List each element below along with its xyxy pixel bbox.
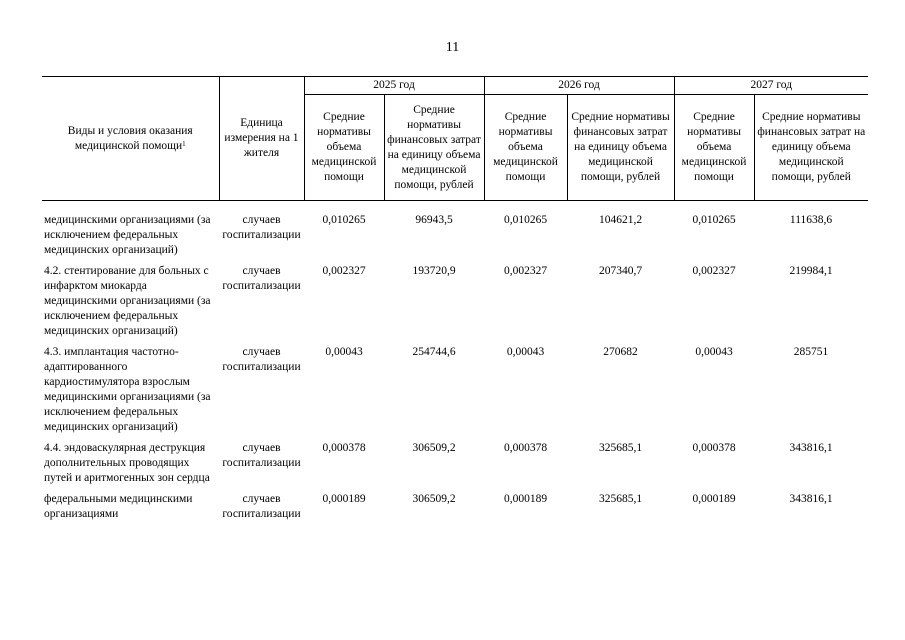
header-cost-2025: Средние нормативы финансовых затрат на единицу объема медицинской помощи, рублей [384,95,484,201]
row-unit: случаев госпитализации [222,214,301,241]
row-cost-2025: 254744,6 [412,346,456,358]
header-unit: Единица измерения на 1 жителя [219,77,304,201]
table-body [42,201,868,529]
row-volume-2026: 0,002327 [503,265,548,277]
table-header [42,77,868,201]
row-cost-2025: 96943,5 [415,214,453,226]
header-year-2027: 2027 год [674,77,868,95]
header-cost-2027: Средние нормативы финансовых затрат на единицу объема медицинской помощи, рублей [754,95,868,201]
row-volume-2027: 0,000189 [692,493,736,505]
header-volume-2025: Средние нормативы объема медицинской помощи [304,95,384,201]
table-row [42,441,868,492]
table-row [42,492,868,528]
row-cost-2025: 306509,2 [412,442,456,454]
row-volume-2027: 0,002327 [692,265,736,277]
row-name: медицинскими организациями (за исключением федеральных медицинских организаций) [44,214,211,256]
row-volume-2026: 0,00043 [506,346,545,358]
row-cost-2025: 306509,2 [412,493,456,505]
table-row [42,213,868,264]
row-cost-2026: 325685,1 [598,493,643,505]
header-volume-2027: Средние нормативы объема медицинской помощи [674,95,754,201]
row-cost-2026: 270682 [603,346,638,358]
row-cost-2025: 193720,9 [412,265,456,277]
row-name: 4.3. имплантация частотно-адаптированного кардиостимулятора взрослым медицинскими организациями (за исключением федеральных медицинских организаций) [44,346,211,433]
row-volume-2025: 0,00043 [325,346,363,358]
row-name: 4.4. эндоваскулярная деструкция дополнительных проводящих путей и аритмогенных зон сердца [44,442,210,484]
header-type-of-care: Виды и условия оказания медицинской помощи$^1$ [42,77,219,201]
row-volume-2027: 0,010265 [692,214,736,226]
row-volume-2027: 0,000378 [692,442,736,454]
row-cost-2026: 325685,1 [598,442,643,454]
header-cost-2026: Средние нормативы финансовых затрат на единицу объема медицинской помощи, рублей [567,95,674,201]
header-year-2026: 2026 год [484,77,674,95]
table-row [42,264,868,345]
page-number: 11 [445,40,460,55]
row-volume-2026: 0,010265 [503,214,548,226]
row-cost-2027: 219984,1 [789,265,833,277]
row-volume-2025: 0,000189 [322,493,366,505]
row-volume-2026: 0,000378 [503,442,548,454]
row-cost-2026: 104621,2 [598,214,643,226]
table-row [42,345,868,441]
row-cost-2027: 343816,1 [789,493,833,505]
row-cost-2027: 343816,1 [789,442,833,454]
row-volume-2026: 0,000189 [503,493,548,505]
header-year-2025: 2025 год [304,77,484,95]
row-unit: случаев госпитализации [222,442,301,469]
row-volume-2025: 0,000378 [322,442,366,454]
row-volume-2027: 0,00043 [695,346,733,358]
row-name: 4.2. стентирование для больных с инфарктом миокарда медицинскими организациями (за исключением федеральных медицинских организаций) [44,265,211,337]
row-cost-2026: 207340,7 [598,265,643,277]
row-unit: случаев госпитализации [222,265,301,292]
row-unit: случаев госпитализации [222,346,301,373]
row-volume-2025: 0,002327 [322,265,366,277]
row-cost-2027: 285751 [793,346,829,358]
norms-table [42,76,868,528]
header-volume-2026: Средние нормативы объема медицинской помощи [484,95,567,201]
row-unit: случаев госпитализации [222,493,301,520]
row-name: федеральными медицинскими организациями [44,493,193,520]
row-cost-2027: 111638,6 [789,214,833,226]
row-volume-2025: 0,010265 [322,214,366,226]
